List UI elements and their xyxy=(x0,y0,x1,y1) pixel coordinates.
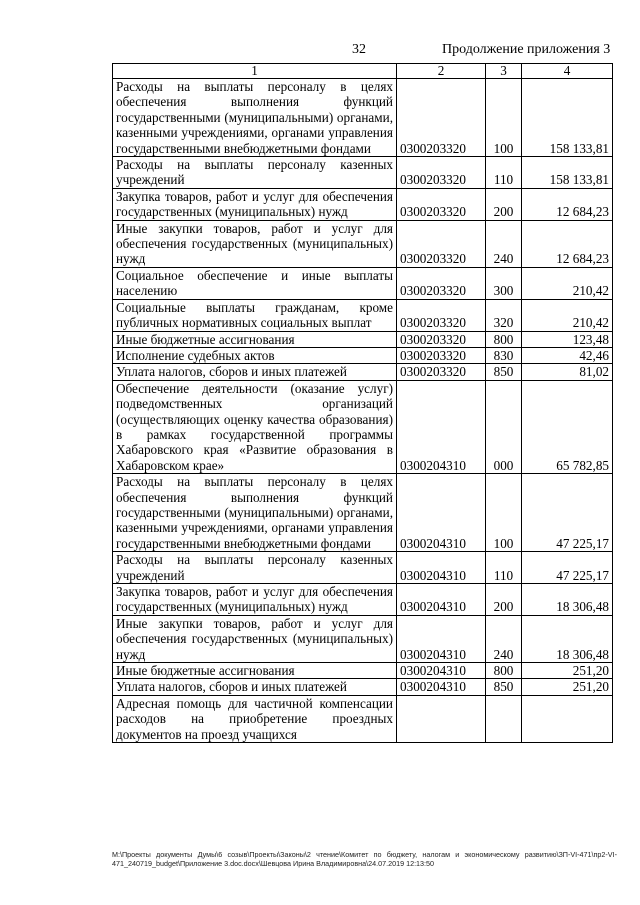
amount-cell: 158 133,81 xyxy=(522,79,613,157)
budget-table xyxy=(112,63,613,743)
expense-type-cell: 100 xyxy=(486,474,522,552)
amount-cell: 158 133,81 xyxy=(522,157,613,189)
table-row xyxy=(113,663,613,679)
expense-name-cell: Уплата налогов, сборов и иных платежей xyxy=(113,364,397,380)
expense-name-cell: Исполнение судебных актов xyxy=(113,347,397,363)
expense-name-cell: Расходы на выплаты персоналу в целях обеспечения выполнения функций государственными (муниципальными) органами, казенными учреждениями, органами управления государственными внебюджетными фондами xyxy=(113,474,397,552)
amount-cell: 65 782,85 xyxy=(522,380,613,473)
expense-name-cell: Расходы на выплаты персоналу казенных учреждений xyxy=(113,552,397,584)
expense-type-cell: 110 xyxy=(486,552,522,584)
continuation-label: Продолжение приложения 3 xyxy=(442,42,611,57)
table-row xyxy=(113,679,613,695)
expense-type-cell: 830 xyxy=(486,347,522,363)
target-code-cell: 0300203320 xyxy=(397,220,486,267)
target-code-cell: 0300204310 xyxy=(397,552,486,584)
expense-type-cell: 200 xyxy=(486,188,522,220)
amount-cell: 210,42 xyxy=(522,267,613,299)
expense-name-cell: Иные закупки товаров, работ и услуг для обеспечения государственных (муниципальных) нужд xyxy=(113,615,397,662)
expense-name-cell: Иные бюджетные ассигнования xyxy=(113,331,397,347)
expense-name-cell: Адресная помощь для частичной компенсации расходов на приобретение проездных документов на проезд учащихся xyxy=(113,695,397,742)
column-header: 4 xyxy=(522,64,613,79)
amount-cell: 12 684,23 xyxy=(522,220,613,267)
table-header-row xyxy=(113,64,613,79)
table-row xyxy=(113,364,613,380)
table-row xyxy=(113,267,613,299)
table-row xyxy=(113,474,613,552)
expense-name-cell: Иные бюджетные ассигнования xyxy=(113,663,397,679)
amount-cell: 251,20 xyxy=(522,679,613,695)
expense-type-cell: 240 xyxy=(486,220,522,267)
table-row xyxy=(113,347,613,363)
amount-cell: 18 306,48 xyxy=(522,615,613,662)
expense-name-cell: Закупка товаров, работ и услуг для обеспечения государственных (муниципальных) нужд xyxy=(113,188,397,220)
column-header: 1 xyxy=(113,64,397,79)
expense-type-cell: 850 xyxy=(486,679,522,695)
table-row xyxy=(113,380,613,473)
table-row xyxy=(113,615,613,662)
expense-type-cell: 320 xyxy=(486,299,522,331)
column-header: 2 xyxy=(397,64,486,79)
page-header xyxy=(0,42,640,62)
target-code-cell: 0300203320 xyxy=(397,331,486,347)
table-row xyxy=(113,220,613,267)
target-code-cell: 0300203320 xyxy=(397,347,486,363)
page-number: 32 xyxy=(352,42,366,57)
expense-name-cell: Социальные выплаты гражданам, кроме публичных нормативных социальных выплат xyxy=(113,299,397,331)
expense-name-cell: Социальное обеспечение и иные выплаты населению xyxy=(113,267,397,299)
table-row xyxy=(113,299,613,331)
target-code-cell: 0300204310 xyxy=(397,380,486,473)
table-row xyxy=(113,695,613,742)
expense-name-cell: Закупка товаров, работ и услуг для обеспечения государственных (муниципальных) нужд xyxy=(113,584,397,616)
expense-type-cell: 850 xyxy=(486,364,522,380)
target-code-cell: 0300203320 xyxy=(397,364,486,380)
expense-type-cell: 800 xyxy=(486,331,522,347)
table-row xyxy=(113,79,613,157)
amount-cell: 47 225,17 xyxy=(522,552,613,584)
expense-name-cell: Обеспечение деятельности (оказание услуг) подведомственных организаций (осуществляющих оценку качества образования) в рамках государственной программы Хабаровского края «Развитие образования в Хабаровском крае» xyxy=(113,380,397,473)
amount-cell: 123,48 xyxy=(522,331,613,347)
target-code-cell: 0300203320 xyxy=(397,188,486,220)
expense-type-cell: 300 xyxy=(486,267,522,299)
target-code-cell: 0300204310 xyxy=(397,615,486,662)
target-code-cell: 0300203320 xyxy=(397,267,486,299)
amount-cell: 42,46 xyxy=(522,347,613,363)
column-header: 3 xyxy=(486,64,522,79)
table-row xyxy=(113,331,613,347)
target-code-cell: 0300204310 xyxy=(397,679,486,695)
expense-type-cell: 000 xyxy=(486,380,522,473)
expense-type-cell: 200 xyxy=(486,584,522,616)
expense-type-cell: 100 xyxy=(486,79,522,157)
expense-type-cell: 110 xyxy=(486,157,522,189)
expense-name-cell: Иные закупки товаров, работ и услуг для обеспечения государственных (муниципальных) нужд xyxy=(113,220,397,267)
target-code-cell: 0300203320 xyxy=(397,299,486,331)
target-code-cell: 0300203320 xyxy=(397,157,486,189)
expense-name-cell: Расходы на выплаты персоналу в целях обеспечения выполнения функций государственными (муниципальными) органами, казенными учреждениями, органами управления государственными внебюджетными фондами xyxy=(113,79,397,157)
target-code-cell xyxy=(397,695,486,742)
expense-name-cell: Уплата налогов, сборов и иных платежей xyxy=(113,679,397,695)
amount-cell: 47 225,17 xyxy=(522,474,613,552)
target-code-cell: 0300204310 xyxy=(397,663,486,679)
amount-cell: 81,02 xyxy=(522,364,613,380)
table-row xyxy=(113,157,613,189)
expense-type-cell: 240 xyxy=(486,615,522,662)
target-code-cell: 0300204310 xyxy=(397,474,486,552)
table-row xyxy=(113,188,613,220)
amount-cell: 251,20 xyxy=(522,663,613,679)
expense-name-cell: Расходы на выплаты персоналу казенных учреждений xyxy=(113,157,397,189)
target-code-cell: 0300203320 xyxy=(397,79,486,157)
amount-cell: 12 684,23 xyxy=(522,188,613,220)
file-path-footer: М:\Проекты документы Думы\6 созыв\Проекты\Законы\2 чтение\Комитет по бюджету, налогам и экономическому развитию\ЗП-VI-471\пр2-VI-471_240719_budget\Приложение 3.doc.docx\Шевцова Ирина Владимировна\24.07.2019 12:13:50 xyxy=(112,850,617,868)
expense-type-cell: 800 xyxy=(486,663,522,679)
expense-type-cell xyxy=(486,695,522,742)
table-row xyxy=(113,584,613,616)
amount-cell xyxy=(522,695,613,742)
target-code-cell: 0300204310 xyxy=(397,584,486,616)
table-row xyxy=(113,552,613,584)
amount-cell: 210,42 xyxy=(522,299,613,331)
amount-cell: 18 306,48 xyxy=(522,584,613,616)
